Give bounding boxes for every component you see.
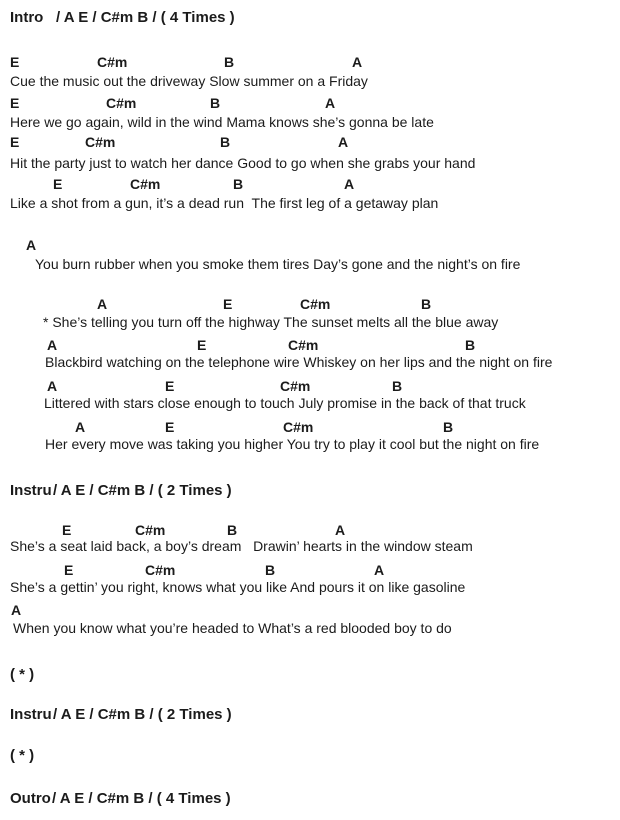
chord-label: A: [26, 237, 37, 253]
lyric-text: You burn rubber when you smoke them tires Day’s gone and the night’s on fire: [35, 256, 521, 272]
lyric-line: [0, 73, 620, 90]
chord-line: [0, 378, 620, 395]
chord-line: [0, 419, 620, 436]
section-progression: / A E / C#m B / ( 2 Times ): [53, 706, 232, 723]
section-label: Instru: [10, 482, 52, 499]
chord-label: C#m: [97, 54, 128, 70]
section-header: [0, 706, 620, 723]
chord-line: [0, 296, 620, 313]
section-header: [0, 790, 620, 807]
chord-label: E: [10, 54, 20, 70]
chord-line: [0, 176, 620, 193]
lyric-line: [0, 395, 620, 412]
chord-label: E: [223, 296, 233, 312]
lyric-text: She’s a gettin’ you right, knows what you like And pours it on like gasoline: [10, 579, 466, 595]
chord-label: A: [338, 134, 349, 150]
lyric-text: Her every move was taking you higher You try to play it cool but the night on fire: [45, 436, 540, 452]
section-progression: / A E / C#m B / ( 4 Times ): [52, 790, 231, 807]
lyric-text: Here we go again, wild in the wind Mama knows she’s gonna be late: [10, 114, 434, 130]
lyric-text: Hit the party just to watch her dance Good to go when she grabs your hand: [10, 155, 476, 171]
section-progression: / A E / C#m B / ( 4 Times ): [56, 9, 235, 26]
chord-label: A: [11, 602, 22, 618]
chord-label: B: [210, 95, 221, 111]
chord-label: A: [47, 337, 58, 353]
chord-label: C#m: [135, 522, 166, 538]
chord-label: E: [10, 134, 20, 150]
chord-label: B: [421, 296, 432, 312]
chord-label: C#m: [130, 176, 161, 192]
chord-label: E: [197, 337, 207, 353]
chord-label: A: [374, 562, 385, 578]
chord-label: B: [392, 378, 403, 394]
chord-label: C#m: [283, 419, 314, 435]
chord-line: [0, 562, 620, 579]
chord-label: A: [325, 95, 336, 111]
chord-label: A: [97, 296, 108, 312]
lyric-line: [0, 114, 620, 131]
chord-label: C#m: [106, 95, 137, 111]
chord-line: [0, 237, 620, 254]
section-label: Outro: [10, 790, 51, 807]
chord-label: B: [465, 337, 476, 353]
chord-label: A: [335, 522, 346, 538]
chord-label: B: [265, 562, 276, 578]
chord-label: E: [165, 419, 175, 435]
chord-line: [0, 602, 620, 619]
lyric-line: [0, 436, 620, 453]
lyric-line: [0, 314, 620, 331]
chord-label: A: [352, 54, 363, 70]
lyric-line: [0, 579, 620, 596]
lyric-text: Like a shot from a gun, it’s a dead run The first leg of a getaway plan: [10, 195, 439, 211]
chord-line: [0, 337, 620, 354]
lyric-line: [0, 620, 620, 637]
lyric-line: [0, 195, 620, 212]
chord-label: E: [53, 176, 63, 192]
section-header: [0, 9, 620, 26]
lyric-line: [0, 256, 620, 273]
chord-label: E: [165, 378, 175, 394]
chord-label: C#m: [288, 337, 319, 353]
chord-label: E: [62, 522, 72, 538]
marker-text: ( * ): [10, 747, 35, 764]
chord-label: C#m: [300, 296, 331, 312]
lyric-text: Cue the music out the driveway Slow summer on a Friday: [10, 73, 368, 89]
lyric-line: [0, 538, 620, 555]
chord-line: [0, 134, 620, 151]
chord-label: C#m: [280, 378, 311, 394]
chord-label: E: [10, 95, 20, 111]
section-label: Intro: [10, 9, 44, 26]
chord-label: A: [344, 176, 355, 192]
lyric-text: * She’s telling you turn off the highway The sunset melts all the blue away: [43, 314, 499, 330]
chord-label: A: [75, 419, 86, 435]
marker-line: [0, 666, 620, 683]
lyric-line: [0, 354, 620, 371]
marker-text: ( * ): [10, 666, 35, 683]
lyric-text: Blackbird watching on the telephone wire Whiskey on her lips and the night on fire: [45, 354, 553, 370]
lyric-text: She’s a seat laid back, a boy’s dream Drawin’ hearts in the window steam: [10, 538, 473, 554]
chord-label: B: [233, 176, 244, 192]
chord-label: E: [64, 562, 74, 578]
lyric-text: When you know what you’re headed to What’s a red blooded boy to do: [13, 620, 452, 636]
chord-label: B: [220, 134, 231, 150]
chord-line: [0, 95, 620, 112]
chord-label: C#m: [85, 134, 116, 150]
chord-line: [0, 522, 620, 539]
chord-label: A: [47, 378, 58, 394]
lyric-text: Littered with stars close enough to touch July promise in the back of that truck: [44, 395, 526, 411]
chord-label: B: [443, 419, 454, 435]
chord-label: C#m: [145, 562, 176, 578]
marker-line: [0, 747, 620, 764]
lyric-line: [0, 155, 620, 172]
chord-label: B: [224, 54, 235, 70]
section-progression: / A E / C#m B / ( 2 Times ): [53, 482, 232, 499]
section-header: [0, 482, 620, 499]
chord-line: [0, 54, 620, 71]
chord-label: B: [227, 522, 238, 538]
section-label: Instru: [10, 706, 52, 723]
